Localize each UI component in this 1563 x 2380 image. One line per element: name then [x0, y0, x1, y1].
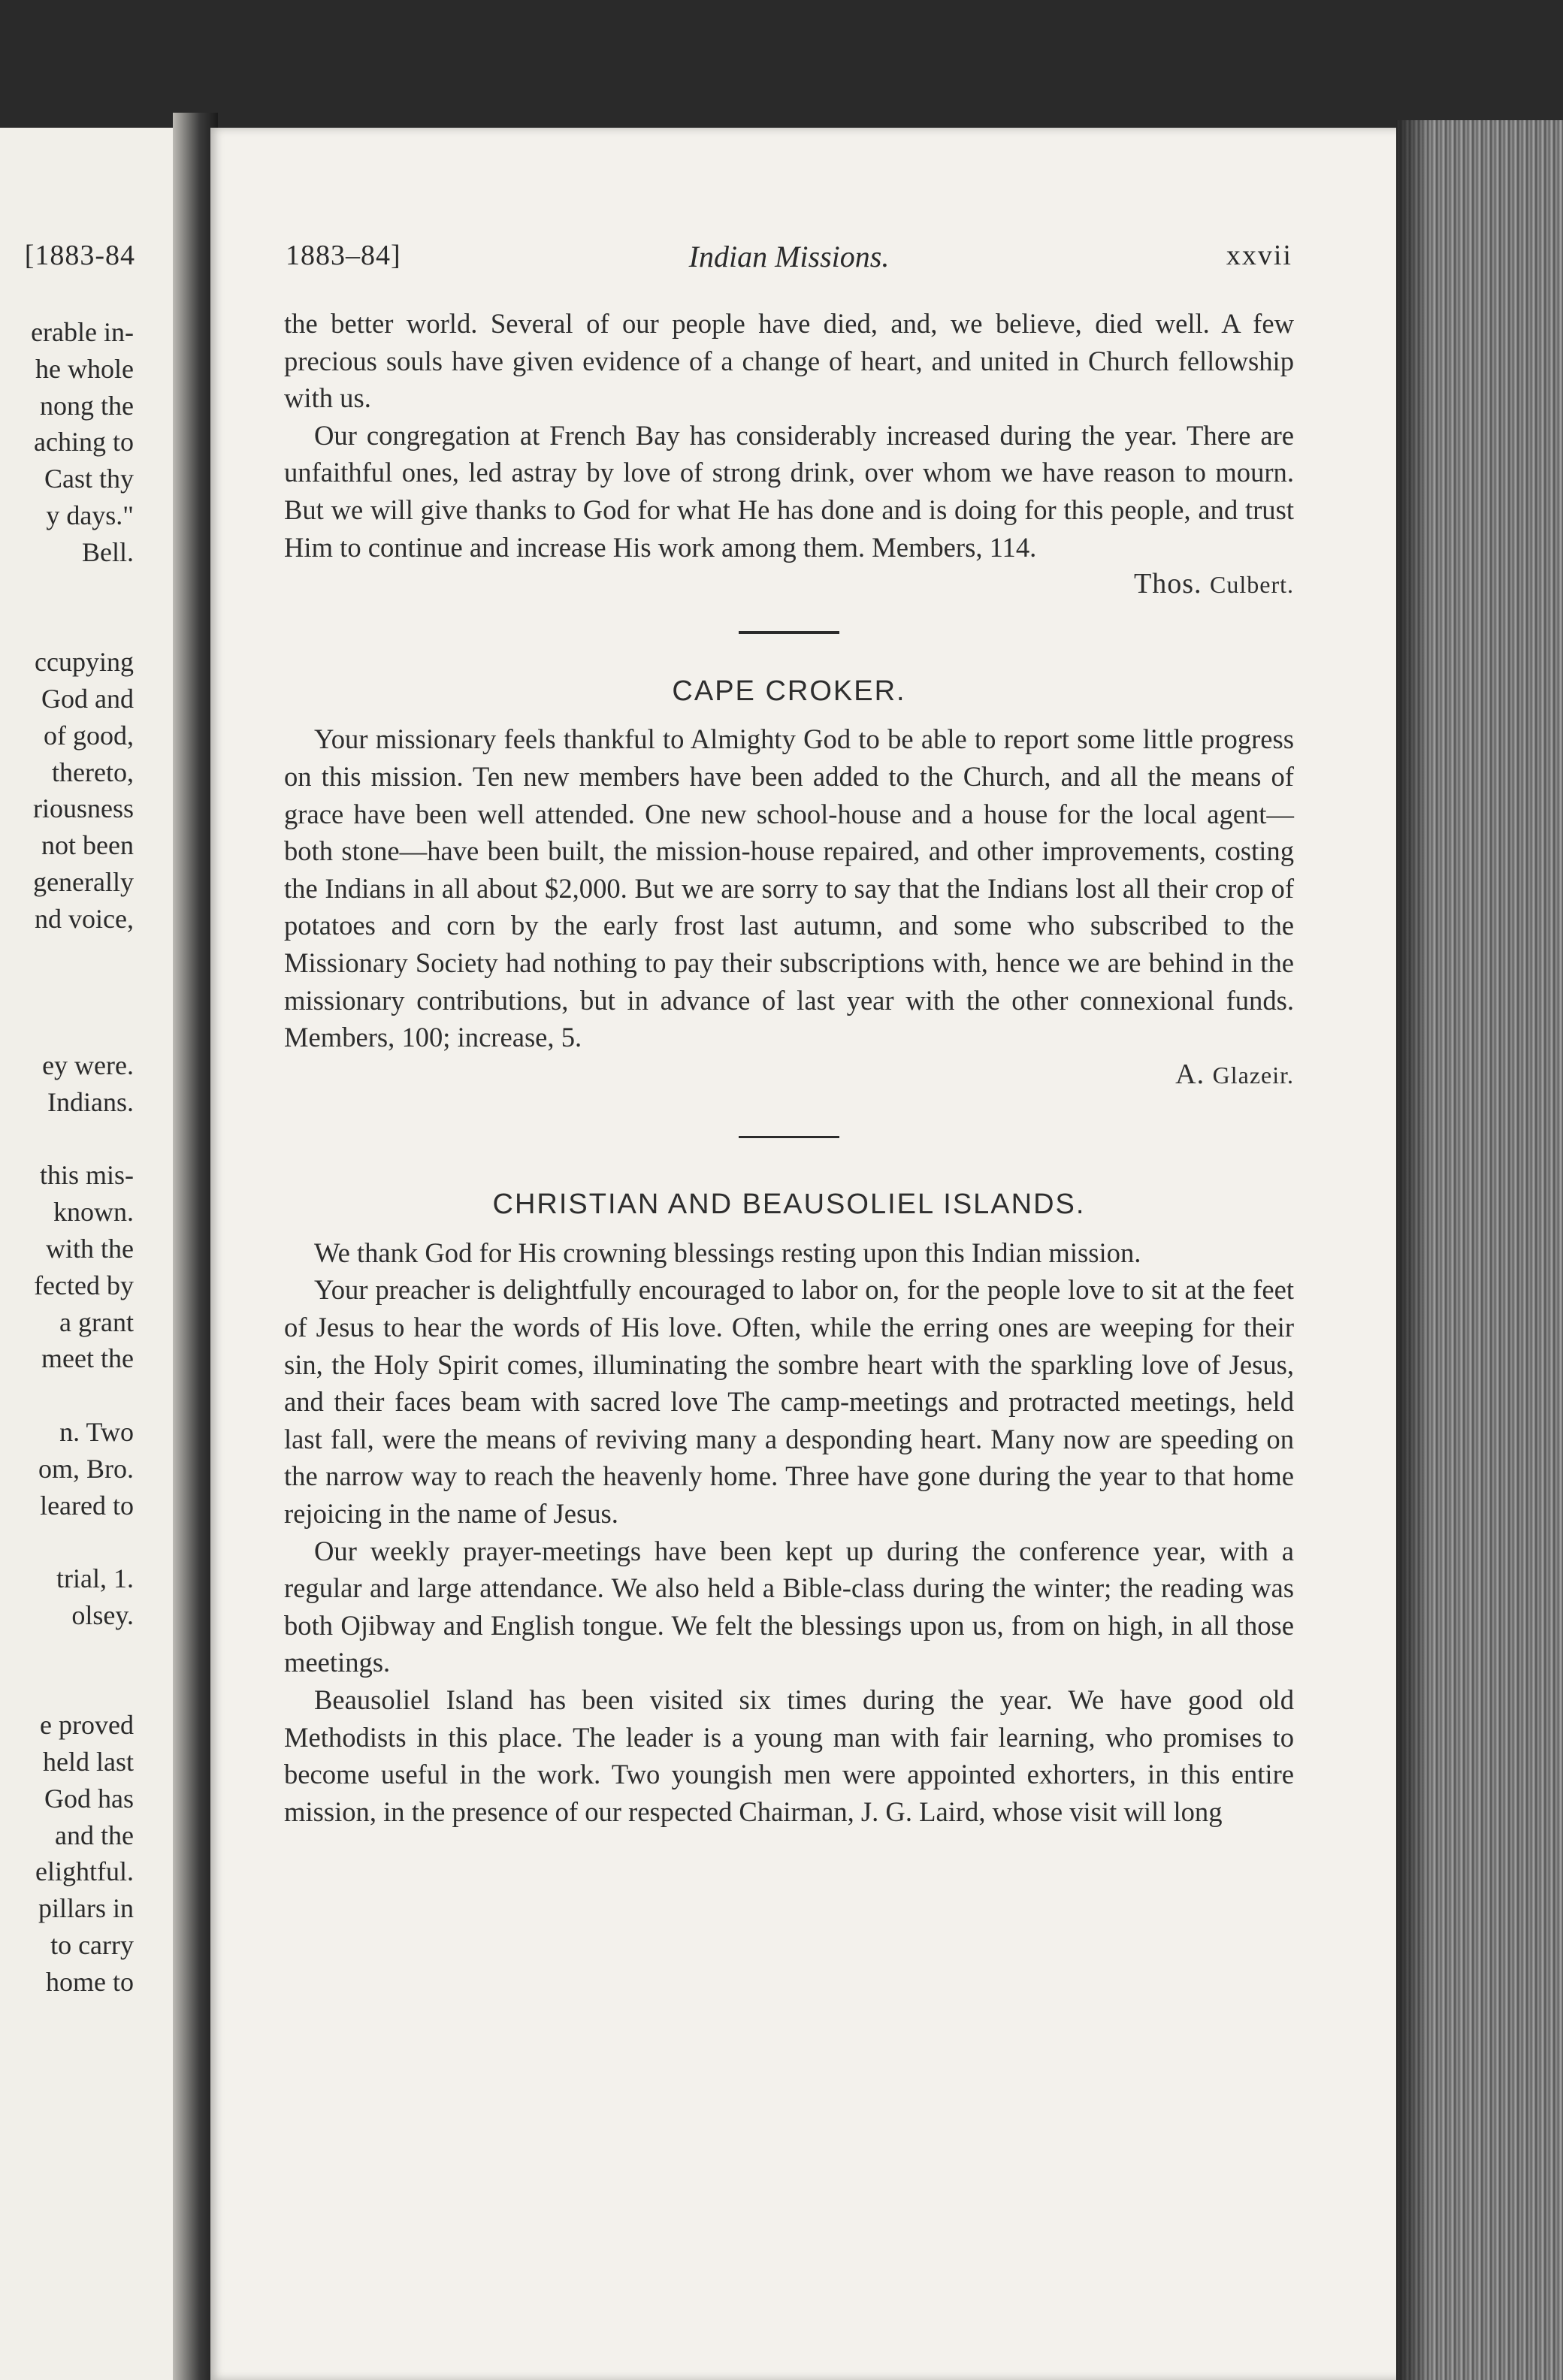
previous-page-line	[31, 1634, 134, 1671]
previous-page-line: held last	[43, 1747, 134, 1777]
previous-page-line: home to	[46, 1966, 134, 1997]
previous-page-line: nong the	[40, 390, 134, 421]
paragraph: Your missionary feels thankful to Almighty God to be able to report some little progress on this mission. Ten new members have been added to the Church, and all the means of grace have been well attended. One new school-house and a house for the local agent—both stone—have been built, the mission-house repaired, and other improvements, costing the Indians in all about $2,000. But we are sorry to say that the Indians lost all their crop of potatoes and corn by the early frost last autumn, and some who subscribed to the Missionary Society had nothing to pay their subscriptions with, hence we are behind in the missionary contributions, but in advance of last year with the other connexional funds. Members, 100; increase, 5.	[284, 723, 1294, 1053]
paragraph: Our weekly prayer-meetings have been kept up during the conference year, with a regular and large attendance. We also held a Bible-class during the winter; the reading was both Ojibway and English tongue. We felt the blessings upon us, from on high, in all those meetings.	[284, 1535, 1294, 1678]
intro-section	[284, 305, 1294, 604]
paragraph: Beausoliel Island has been visited six times during the year. We have good old Methodists in this place. The leader is a young man with fair learning, who promises to become useful in the work. Two youngish men were appointed exhorters, in this entire mission, in the presence of our respected Chairman, J. G. Laird, whose visit will long	[284, 1684, 1294, 1827]
previous-page-line: leared to	[40, 1490, 134, 1521]
cape-croker-section	[284, 673, 1294, 1095]
previous-page-line: this mis-	[39, 1160, 134, 1191]
previous-page-line: ey were.	[42, 1050, 134, 1080]
paragraph: Your preacher is delightfully encouraged to labor on, for the people love to sit at the feet of Jesus to hear the words of His love. Often, while the erring ones are weeping for their sin, the Holy Spirit comes, illuminating the sombre heart with the sparkling love of Jesus, and their faces beam with sacred love The camp-meetings and protracted meetings, held last fall, were the means of reviving many a desponding heart. Many now are speeding on the narrow way to reach the heavenly home. Three have gone during the year to that home rejoicing in the name of Jesus.	[284, 1274, 1294, 1530]
previous-page-line	[31, 1121, 134, 1158]
previous-page-line: n. Two	[59, 1416, 134, 1447]
section-divider	[739, 1136, 839, 1138]
previous-page-text	[31, 314, 134, 2001]
previous-page-line: God has	[44, 1783, 134, 1814]
previous-page	[0, 128, 188, 2380]
previous-page-line	[31, 1524, 134, 1560]
signature	[284, 1056, 1294, 1095]
previous-page-line: Indians.	[47, 1086, 134, 1117]
previous-page-line: om, Bro.	[38, 1453, 134, 1484]
previous-page-line: he whole	[35, 353, 134, 384]
section-divider	[739, 631, 839, 634]
running-header	[286, 239, 1292, 276]
previous-page-line: known.	[53, 1197, 134, 1228]
previous-page-line: to carry	[50, 1930, 134, 1961]
previous-page-line	[31, 1377, 134, 1414]
previous-page-line	[31, 571, 134, 608]
previous-page-line: e proved	[40, 1710, 134, 1741]
previous-page-line: ccupying	[35, 647, 134, 678]
previous-page-line: not been	[41, 830, 134, 861]
previous-page-line: Cast thy	[44, 464, 134, 494]
signature-initial: Thos.	[1134, 568, 1211, 600]
christian-islands-section	[284, 1186, 1294, 1830]
previous-page-line: y days."	[46, 500, 134, 530]
previous-page-header: [1883-84	[24, 240, 135, 271]
previous-page-line: a grant	[59, 1306, 134, 1337]
signature	[284, 566, 1294, 604]
previous-page-line: riousness	[33, 793, 134, 824]
page-body	[284, 305, 1294, 1830]
previous-page-line: nd voice,	[35, 903, 134, 934]
signature-initial: A.	[1175, 1058, 1213, 1090]
section-title: CHRISTIAN AND BEAUSOLIEL ISLANDS.	[492, 1188, 1086, 1221]
previous-page-line: generally	[33, 866, 134, 897]
previous-page-line: olsey.	[71, 1599, 134, 1630]
previous-page-line: God and	[41, 683, 134, 714]
page-number: xxvii	[1226, 240, 1292, 271]
previous-page-line: thereto,	[52, 757, 134, 787]
previous-page-line	[31, 974, 134, 1010]
previous-page-line: of good,	[44, 720, 134, 751]
section-title: CAPE CROKER.	[672, 675, 906, 707]
previous-page-line: and the	[55, 1820, 134, 1850]
header-years: 1883–84]	[286, 240, 401, 271]
paragraph: Our congregation at French Bay has considerably increased during the year. There are unfaithful ones, led astray by love of strong drink, over whom we have reason to mourn. But we will give thanks to God for what He has done and is doing for this people, and trust Him to continue and increase His work among them. Members, 114.	[284, 419, 1294, 563]
page-edges	[1396, 120, 1563, 2380]
paragraph: We thank God for His crowning blessings resting upon this Indian mission.	[314, 1237, 1141, 1268]
signature-name: Glazeir.	[1212, 1061, 1294, 1089]
previous-page-line	[31, 1010, 134, 1047]
previous-page-line: Bell.	[82, 536, 134, 567]
previous-page-line: elightful.	[35, 1856, 134, 1887]
previous-page-line: meet the	[41, 1343, 134, 1374]
paragraph: the better world. Several of our people have died, and, we believe, died well. A few precious souls have given evidence of a change of heart, and united in Church fellowship with us.	[284, 308, 1294, 414]
signature-name: Culbert.	[1210, 571, 1294, 599]
previous-page-line: erable in-	[31, 317, 134, 347]
previous-page-line	[31, 1670, 134, 1707]
previous-page-line	[31, 607, 134, 644]
previous-page-line: fected by	[34, 1270, 134, 1300]
previous-page-line: with the	[46, 1233, 134, 1264]
previous-page-line	[31, 938, 134, 974]
previous-page-line: pillars in	[38, 1893, 134, 1924]
previous-page-line: trial, 1.	[56, 1563, 134, 1594]
header-title: Indian Missions.	[688, 240, 890, 273]
previous-page-line: aching to	[34, 427, 134, 458]
